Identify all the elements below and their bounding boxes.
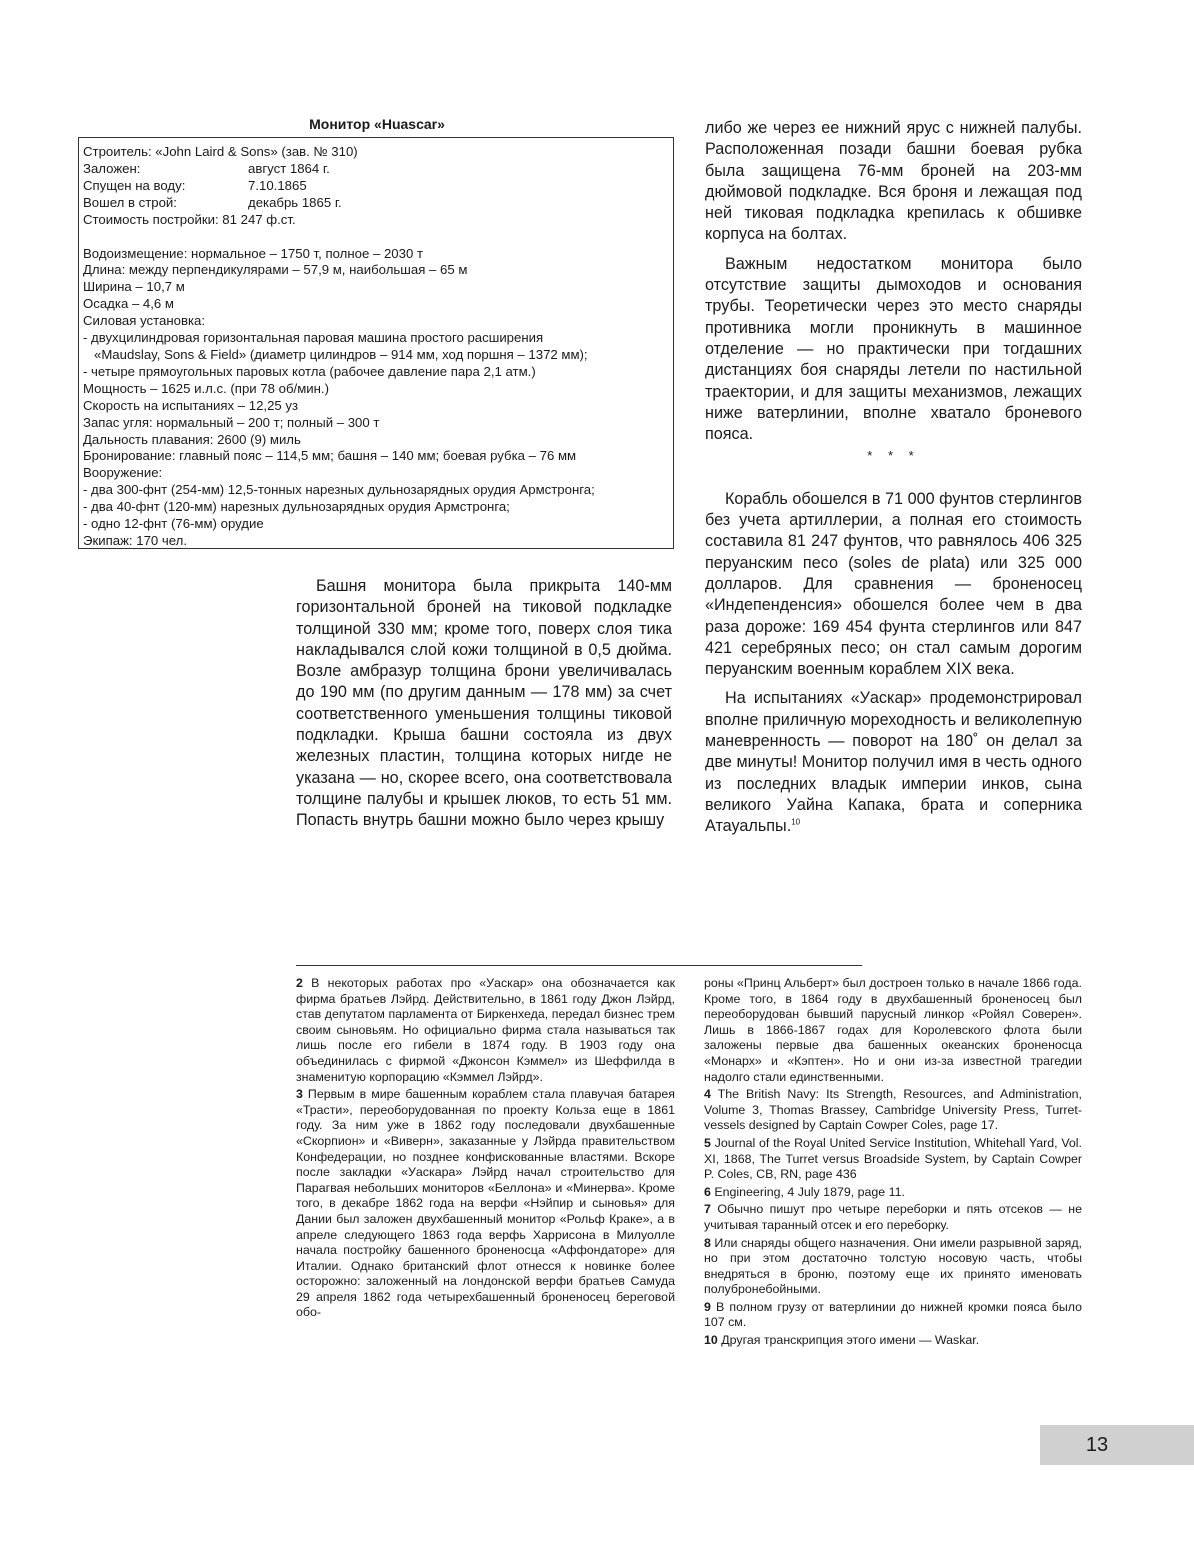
paragraph: либо же через ее нижний ярус с нижней палубы. Расположенная позади башни боевая рубка была защищена 76-мм броней на 203-мм дюймовой подкладке. Вся броня и лежащая под ней тиковая подкладка крепилась к обшивке корпуса на болтах. (705, 119, 1082, 244)
spec-key: Спущен на воду: (83, 177, 186, 193)
footnote (704, 1087, 1082, 1134)
spec-builder: Строитель: «John Laird & Sons» (зав. № 310) (83, 144, 358, 159)
spec-row-commissioned (83, 195, 669, 212)
spec-line: «Maudslay, Sons & Field» (диаметр цилиндров – 914 мм, ход поршня – 1372 мм); (83, 346, 588, 362)
footnote (704, 1333, 1082, 1349)
footnote (704, 1236, 1082, 1298)
paragraph-text: На испытаниях «Уаскар» продемонстрировал вполне приличную мореходность и великолепную маневренность — поворот на 180˚ он делал за две минуты! Монитор получил имя в честь одного из последних владык империи инков, сына великого Уайна Капака, брата и соперника Атауальпы. (705, 689, 1082, 836)
footnote-text: The British Navy: Its Strength, Resources, and Administration, Volume 3, Thomas Brassey, Cambridge University Press, Turret-vessels designed by Captain Cowper Coles, page 17. (704, 1087, 1082, 1133)
spec-line: Скорость на испытаниях – 12,25 уз (83, 397, 299, 413)
spec-line: Водоизмещение: нормальное – 1750 т, полное – 2030 т (83, 245, 424, 261)
spec-row-laid-down (83, 161, 669, 178)
footnotes-right (704, 976, 1082, 1351)
footnote-number: 3 (296, 1087, 303, 1102)
spec-line: Длина: между перпендикулярами – 57,9 м, наибольшая – 65 м (83, 262, 468, 278)
spec-line: Ширина – 10,7 м (83, 279, 185, 295)
page-number: 13 (1040, 1425, 1194, 1465)
spec-line: - четыре прямоугольных паровых котла (рабочее давление пара 2,1 атм.) (83, 363, 536, 379)
footnote-text: Journal of the Royal United Service Institution, Whitehall Yard, Vol. XI, 1868, The Turret versus Broadside System, by Captain Cowper P. Coles, CB, RN, page 436 (704, 1135, 1082, 1182)
spec-line: Дальность плавания: 2600 (9) миль (83, 431, 301, 447)
footnote-text: В некоторых работах про «Уаскар» она обозначается как фирма братьев Лэйрд. Действительно, в 1861 году Джон Лэйрд, став депутатом парламента от Биркенхеда, передал бизнес трем своим сыновьям. Но официально фирма стала называться так лишь после его гибели в 1874 году. В 1903 году она объединилась с фирмой «Джонсон Кэммел» из Шеффилда в знаменитую корпорацию «Кэммел Лэйрд». (296, 976, 675, 1084)
spec-cost: Стоимость постройки: 81 247 ф.ст. (83, 211, 296, 227)
spec-table (78, 137, 674, 549)
spec-value: 7.10.1865 (248, 177, 307, 193)
paragraph (705, 688, 1082, 837)
body-column-right (705, 118, 1082, 838)
paragraph: Важным недостатком монитора было отсутствие защиты дымоходов и основания трубы. Теоретически через это место снаряды противника могли проникнуть в машинное отделение — но практически при тогдашних дистанциях боя снаряды летели по настильной траектории, и для защиты механизмов, лежащих ниже ватерлинии, вполне хватало броневого пояса. (705, 254, 1082, 444)
footnote (296, 1087, 675, 1321)
footnote (704, 1185, 1082, 1201)
spec-line: Экипаж: 170 чел. (83, 532, 188, 548)
spec-line: - одно 12-фнт (76-мм) орудие (83, 516, 264, 532)
footnote-divider (296, 965, 862, 966)
footnote-number: 8 (704, 1235, 711, 1250)
footnote (704, 1300, 1082, 1331)
paragraph: Корабль обошелся в 71 000 фунтов стерлингов без учета артиллерии, а полная его стоимость составила 81 247 фунтов, что равнялось 406 325 перуанским песо (soles de plata) или 325 000 долларов. Для сравнения — броненосец «Индепенденсия» обошелся более чем в два раза дороже: 169 454 фунта стерлингов или 847 421 серебряных песо; он стал самым дорогим перуанским военным кораблем XIX века. (705, 489, 1082, 679)
footnote-continued: роны «Принц Альберт» был достроен только в начале 1866 года. Кроме того, в 1864 году в двухбашенный броненосец был переоборудован бывший парусный линкор «Ройял Соверен». Лишь в 1866-1867 годах для Королевского флота были заложены первые два башенных океанских броненосца «Монарх» и «Кэптен». Но и они из-за известной трагедии надолго стали единственными. (704, 976, 1082, 1084)
spec-table-title: Монитор «Huascar» (309, 116, 445, 132)
footnote (704, 1202, 1082, 1233)
spec-line: Осадка – 4,6 м (83, 296, 174, 312)
footnotes-left (296, 976, 675, 1323)
footnote-number: 4 (704, 1087, 711, 1102)
spec-line: Бронирование: главный пояс – 114,5 мм; башня – 140 мм; боевая рубка – 76 мм (83, 448, 577, 464)
footnote-number: 6 (704, 1184, 711, 1199)
spec-key: Заложен: (83, 160, 141, 176)
footnote (296, 976, 675, 1085)
spec-line: - два 40-фнт (120-мм) нарезных дульнозарядных орудия Армстронга; (83, 499, 510, 515)
section-divider: * * * (867, 448, 920, 464)
footnote-number: 5 (704, 1135, 711, 1150)
paragraph: Башня монитора была прикрыта 140-мм горизонтальной броней на тиковой подкладке толщиной 330 мм; кроме того, поверх слоя тика накладывался слой кожи толщиной в 0,5 дюйма. Возле амбразур толщина брони увеличивалась до 190 мм (по другим данным — 178 мм) за счет соответственного уменьшения толщины тиковой подкладки. Крыша башни состояла из двух железных пластин, толщина которых нигде не указана — но, скорее всего, она соответствовала толщине палубы и крышек люков, то есть 51 мм. Попасть внутрь башни можно было через крышу (296, 577, 672, 830)
body-column-middle (296, 576, 672, 832)
footnote (704, 1136, 1082, 1183)
spec-line: Силовая установка: (83, 313, 206, 329)
spec-value: декабрь 1865 г. (248, 194, 342, 210)
spec-row-launched (83, 178, 669, 195)
footnote-text: Первым в мире башенным кораблем стала плавучая батарея «Трасти», переоборудованная по проекту Кольза еще в 1861 году. За ним уже в 1862 году последовали двухбашенные «Скорпион» и «Виверн», заказанные у Лэйрда правительством Конфедерации, но позднее конфискованные властями. Вскоре после закладки «Уаскара» Лэйрд начал строительство для Парагвая небольших мониторов «Беллона» и «Минерва». Кроме того, в декабре 1862 года на верфи «Нэйпир и сыновья» для Дании был заложен двухбашенный монитор «Рольф Краке», а в апреле следующего 1863 года верфь Харрисона в Милуолле начала постройку башенного броненосца «Аффондаторе» для Италии. Однако британский флот отнесся к новинке более осторожно: заложенный на лондонской верфи братьев Самуда 29 апреля 1862 года четырехбашенный броненосец береговой обо- (296, 1087, 675, 1320)
footnote-text: В полном грузу от ватерлинии до нижней кромки пояса было 107 см. (704, 1299, 1082, 1330)
spec-value: август 1864 г. (248, 160, 330, 176)
footnote-number: 9 (704, 1299, 711, 1314)
spec-line: Вооружение: (83, 465, 163, 481)
spec-line: Запас угля: нормальный – 200 т; полный – 300 т (83, 414, 380, 430)
footnote-text: Другая транскрипция этого имени — Waskar. (717, 1333, 980, 1348)
footnote-ref[interactable]: 10 (791, 817, 801, 827)
footnote-text: Обычно пишут про четыре переборки и пять отсеков — не учитывая таранный отсек и его переборку. (704, 1202, 1082, 1232)
spec-line: Мощность – 1625 и.л.с. (при 78 об/мин.) (83, 380, 329, 396)
spec-gap (83, 229, 669, 246)
footnote-number: 2 (296, 976, 303, 990)
footnote-text: Engineering, 4 July 1879, page 11. (710, 1184, 905, 1199)
footnote-number: 10 (704, 1333, 718, 1348)
footnote-number: 7 (704, 1202, 711, 1217)
spec-line: - два 300-фнт (254-мм) 12,5-тонных нарезных дульнозарядных орудия Армстронга; (83, 482, 595, 498)
footnote-text: Или снаряды общего назначения. Они имели разрывной заряд, но при этом достаточно толстую носовую часть, чтобы внедряться в броню, поэтому еще их принято именовать полубронебойными. (704, 1235, 1082, 1297)
spec-line: - двухцилиндровая горизонтальная паровая машина простого расширения (83, 330, 544, 346)
spec-key: Вошел в строй: (83, 194, 177, 210)
